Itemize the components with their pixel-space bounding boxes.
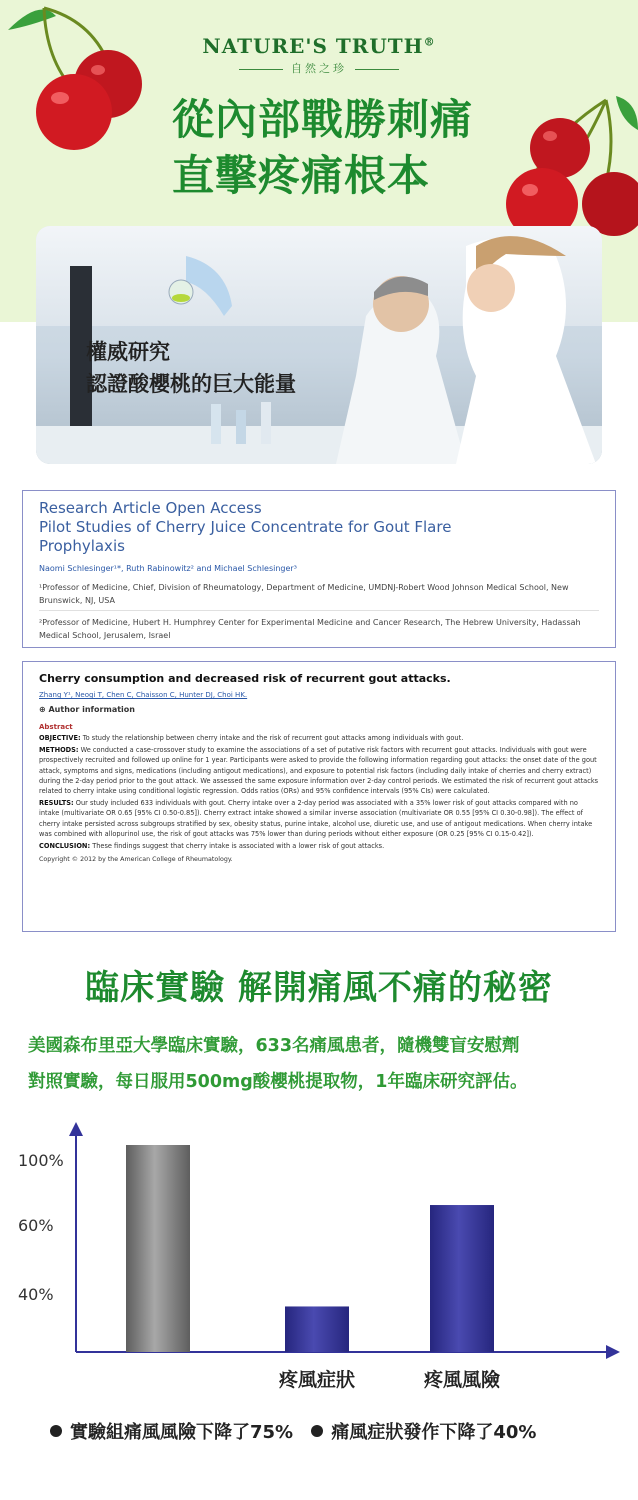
article-authors: Naomi Schlesinger¹*, Ruth Rabinowitz² and Michael Schlesinger³ [39,564,297,573]
article-title-line-2: Pilot Studies of Cherry Juice Concentrate for Gout Flare [39,518,452,536]
bullet-dot-icon [311,1425,323,1437]
chart-bar [430,1205,494,1352]
section-description [28,1028,618,1100]
research-photo [36,226,602,464]
photo-caption [86,336,296,400]
methods-label: METHODS: [39,746,79,755]
objective-label: OBJECTIVE: [39,734,81,742]
brand-logo [0,34,638,58]
article-title [39,499,599,556]
section-title: 臨床實驗 解開痛風不痛的秘密 [85,968,553,1008]
abstract-paper-title: Cherry consumption and decreased risk of recurrent gout attacks. [39,672,451,685]
chart-bar [126,1145,190,1352]
results-bar-chart [0,1118,638,1408]
summary-item-2: 痛風症狀發作下降了40% [331,1422,537,1443]
article-affiliation-1: ¹Professor of Medicine, Chief, Division of Rheumatology, Department of Medicine, UMDNJ-Robert Wood Johnson Medical School, New Brunswick, NJ, USA [39,581,599,611]
abstract-results [39,798,599,839]
y-tick-label: 60% [18,1216,54,1235]
brand-name: NATURE'S TRUTH [202,34,424,58]
y-axis-arrow [69,1122,83,1136]
abstract-authors: Zhang Y¹, Neogi T, Chen C, Chaisson C, Hunter DJ, Choi HK. [39,691,248,699]
caption-line-1: 權威研究 [86,340,170,364]
abstract-methods [39,745,599,796]
caption-line-2: 認證酸櫻桃的巨大能量 [86,372,296,396]
section-description-line-2: 對照實驗，每日服用500mg酸櫻桃提取物，1年臨床研究評估。 [28,1072,528,1092]
chart-bar [285,1306,349,1352]
conclusion-text: These findings suggest that cherry intake is associated with a lower risk of gout attacks. [90,842,385,851]
y-tick-label: 40% [18,1285,54,1304]
x-axis-arrow [606,1345,620,1359]
objective-text: To study the relationship between cherry intake and the risk of recurrent gout attacks among individuals with gout. [80,734,464,742]
methods-text: We conducted a case-crossover study to examine the associations of a set of putative risk factors with recurrent gout attacks. Individuals with gout were prospectively recruited and followed up online for 1 year. Participants were asked to provide the following information regarding gout attacks: the onset date of the gout attack, symptoms and signs, medications (including antigout medications), and exposure to potential risk factors (including daily intake of cherries and cherry extract) during the 2-day period prior to the gout attack. We assessed the same exposure information over 2-day control periods. We estimated the risk of recurrent gout attacks related to cherry intake using conditional logistic regression. Odds ratios (ORs) and 95% confidence intervals (95% CIs) were calculated. [39,746,599,796]
brand-mark: ® [423,35,436,49]
article-title-line-1: Research Article Open Access [39,499,262,517]
results-text: Our study included 633 individuals with gout. Cherry intake over a 2-day period was associated with a 35% lower risk of gout attacks compared with no intake (multivariate OR 0.65 [95% CI 0.50-0.85]). Cherry extract intake showed a similar inverse association (multivariate OR 0.55 [95% CI 0.30-0.98]). The effect of cherry intake persisted across subgroups stratified by sex, obesity status, purine intake, alcohol use, diuretic use, and use of antigout medications. When cherry intake was combined with allopurinol use, the risk of gout attacks was 75% lower than during periods without either exposure (OR 0.25 [95% CI 0.15-0.42]). [39,799,593,838]
bullet-dot-icon [50,1425,62,1437]
author-information-toggle[interactable]: ⊕ Author information [39,705,135,714]
results-summary [50,1418,536,1444]
x-tick-label: 疼風症狀 [278,1369,356,1391]
results-label: RESULTS: [39,799,74,808]
article-title-line-3: Prophylaxis [39,537,125,555]
y-tick-label: 100% [18,1151,64,1170]
brand-subtitle: 自然之珍 [0,60,638,76]
headline [172,92,473,204]
abstract-heading: Abstract [39,723,73,731]
x-tick-label: 疼風風險 [423,1369,501,1391]
abstract-card [22,661,616,932]
research-article-card [22,490,616,648]
headline-line-1: 從內部戰勝刺痛 [172,95,474,144]
cherry-left-icon [0,0,160,160]
article-affiliation-2: ²Professor of Medicine, Hubert H. Humphrey Center for Experimental Medicine and Cancer Research, The Hebrew University, Hadassah Medical School, Jerusalem, Israel [39,618,581,640]
summary-item-1: 實驗組痛風風險下降了75% [70,1422,294,1443]
headline-line-2: 直擊疼痛根本 [172,151,431,200]
abstract-copyright: Copyright © 2012 by the American College of Rheumatology. [39,856,233,864]
abstract-conclusion [39,841,599,851]
conclusion-label: CONCLUSION: [39,842,91,851]
abstract-objective [39,733,599,743]
section-description-line-1: 美國森布里亞大學臨床實驗，633名痛風患者，隨機雙盲安慰劑 [28,1036,520,1056]
